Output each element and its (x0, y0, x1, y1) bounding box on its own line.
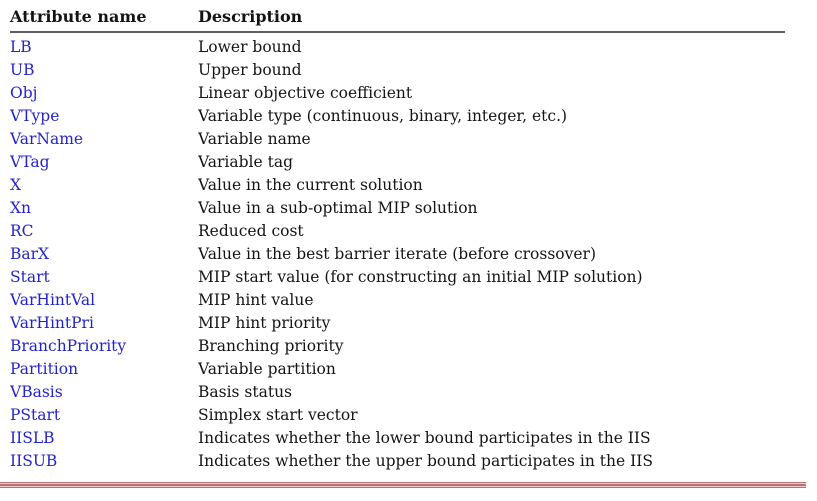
attribute-link[interactable]: IISLB (10, 429, 55, 447)
attribute-description: Reduced cost (198, 222, 304, 240)
attribute-name-cell (10, 427, 198, 450)
attribute-link[interactable]: VarName (10, 130, 84, 148)
attribute-name-cell (10, 404, 198, 427)
attribute-description: Value in the current solution (198, 176, 423, 194)
table-header (10, 4, 785, 32)
table-row (10, 220, 785, 243)
attribute-name-cell (10, 82, 198, 105)
attribute-description: Value in a sub-optimal MIP solution (198, 199, 478, 217)
attribute-link[interactable]: VType (10, 107, 60, 125)
attribute-description: Variable tag (198, 153, 293, 171)
attribute-link[interactable]: Partition (10, 360, 79, 378)
table-row (10, 427, 785, 450)
attribute-link[interactable]: IISUB (10, 452, 58, 470)
attribute-description: Linear objective coefficient (198, 84, 413, 102)
attribute-name-cell (10, 312, 198, 335)
table-row (10, 450, 785, 473)
table-row (10, 289, 785, 312)
bottom-divider-line (0, 482, 806, 488)
table-row (10, 335, 785, 358)
table-row (10, 82, 785, 105)
attribute-link[interactable]: VBasis (10, 383, 63, 401)
table-row (10, 266, 785, 289)
attribute-link[interactable]: UB (10, 61, 35, 79)
column-header-description: Description (198, 4, 785, 32)
attribute-link[interactable]: BarX (10, 245, 50, 263)
attribute-description: Variable name (198, 130, 311, 148)
attribute-name-cell (10, 105, 198, 128)
table-row (10, 128, 785, 151)
attribute-description: Value in the best barrier iterate (before crossover) (198, 245, 596, 263)
attribute-description: Upper bound (198, 61, 302, 79)
attribute-description: Variable type (continuous, binary, integer, etc.) (198, 107, 568, 125)
attribute-name-cell (10, 151, 198, 174)
table-row (10, 59, 785, 82)
header-row (10, 4, 785, 32)
table-row (10, 404, 785, 427)
attribute-link[interactable]: BranchPriority (10, 337, 127, 355)
attribute-description: Variable partition (198, 360, 336, 378)
attribute-description: Branching priority (198, 337, 344, 355)
attribute-description: Indicates whether the upper bound participates in the IIS (198, 452, 653, 470)
attribute-name-cell (10, 450, 198, 473)
table-row (10, 174, 785, 197)
attribute-link[interactable]: Start (10, 268, 50, 286)
attribute-link[interactable]: Obj (10, 84, 38, 102)
attribute-description: Lower bound (198, 38, 302, 56)
attribute-name-cell (10, 197, 198, 220)
attribute-link[interactable]: VTag (10, 153, 50, 171)
attribute-name-cell (10, 335, 198, 358)
attribute-link[interactable]: LB (10, 38, 32, 56)
attribute-description: Indicates whether the lower bound participates in the IIS (198, 429, 651, 447)
attribute-name-cell (10, 289, 198, 312)
attribute-link[interactable]: RC (10, 222, 34, 240)
attribute-name-cell (10, 128, 198, 151)
table-body (10, 32, 785, 473)
attribute-description: Basis status (198, 383, 293, 401)
attribute-description: MIP hint priority (198, 314, 331, 332)
attribute-link[interactable]: VarHintPri (10, 314, 94, 332)
table-row (10, 105, 785, 128)
attribute-description: MIP start value (for constructing an initial MIP solution) (198, 268, 643, 286)
attribute-name-cell (10, 381, 198, 404)
attribute-description: Simplex start vector (198, 406, 358, 424)
attributes-table (10, 4, 785, 473)
table-row (10, 358, 785, 381)
attribute-link[interactable]: PStart (10, 406, 61, 424)
attribute-name-cell (10, 32, 198, 59)
attribute-name-cell (10, 220, 198, 243)
attribute-link[interactable]: X (10, 176, 22, 194)
attribute-description: MIP hint value (198, 291, 314, 309)
attribute-link[interactable]: Xn (10, 199, 32, 217)
table-row (10, 312, 785, 335)
attribute-name-cell (10, 59, 198, 82)
attribute-name-cell (10, 174, 198, 197)
table-row (10, 243, 785, 266)
attribute-name-cell (10, 243, 198, 266)
table-row (10, 197, 785, 220)
attribute-name-cell (10, 358, 198, 381)
table-row (10, 32, 785, 59)
column-header-attribute-name: Attribute name (10, 4, 198, 32)
attribute-link[interactable]: VarHintVal (10, 291, 96, 309)
table-row (10, 151, 785, 174)
table-row (10, 381, 785, 404)
attribute-name-cell (10, 266, 198, 289)
